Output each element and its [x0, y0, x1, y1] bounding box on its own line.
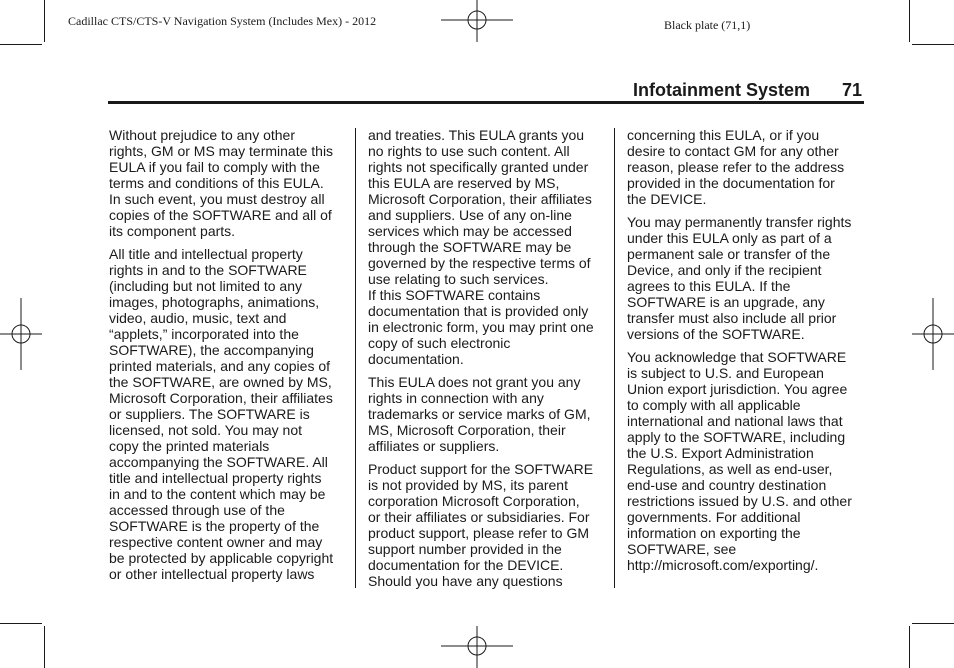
text-line: the SOFTWARE, are owned by MS, [109, 374, 332, 390]
text-line: Without prejudice to any other [109, 127, 295, 143]
crop-mark-top-right-v [909, 0, 910, 42]
text-line: accessed through use of the [109, 502, 285, 518]
text-line: in electronic form, you may print one [368, 319, 594, 335]
text-line: respective content owner and may [109, 534, 323, 550]
text-line: You may permanently transfer rights [627, 214, 852, 230]
plate-slug-number: Black plate (71,1) [664, 18, 751, 32]
text-line: restrictions issued by U.S. and other [627, 493, 852, 509]
text-line: versions of the SOFTWARE. [627, 326, 805, 342]
text-line: transfer must also include all prior [627, 310, 837, 326]
text-line: support number provided in the [368, 541, 562, 557]
text-line: desire to contact GM for any other [627, 143, 839, 159]
text-line: is not provided by MS, its parent [368, 477, 568, 493]
paragraph [627, 214, 865, 342]
running-header [108, 80, 864, 100]
text-line: SOFTWARE), the accompanying [109, 342, 314, 358]
text-line: its component parts. [109, 223, 236, 239]
text-line: Microsoft Corporation, their affiliates [109, 390, 333, 406]
text-line: and suppliers. Use of any on-line [368, 207, 572, 223]
text-line: Regulations, as well as end-user, [627, 461, 833, 477]
text-line: provided in the documentation for [627, 175, 835, 191]
paragraph [368, 461, 606, 589]
text-line: Should you have any questions [368, 573, 563, 589]
text-line: governments. For additional [627, 509, 801, 525]
text-line: governed by the respective terms of [368, 255, 591, 271]
text-line: and treaties. This EULA grants you [368, 127, 585, 143]
paragraph [368, 127, 606, 367]
text-line: reason, please refer to the address [627, 159, 845, 175]
plate-slug-title: Cadillac CTS/CTS-V Navigation System (Includes Mex) - 2012 [68, 14, 377, 28]
text-line: copy of such electronic [368, 335, 511, 351]
text-line: or other intellectual property laws [109, 566, 315, 582]
text-line: under this EULA only as part of a [627, 230, 832, 246]
text-line: SOFTWARE is the property of the [109, 518, 320, 534]
text-line: This EULA does not grant you any [368, 374, 581, 390]
column-divider-1 [355, 128, 356, 588]
text-line: In such event, you must destroy all [109, 191, 325, 207]
text-line: affiliates or suppliers. [368, 438, 500, 454]
text-line: images, photographs, animations, [109, 294, 320, 310]
text-line: EULA if you fail to comply with the [109, 159, 320, 175]
text-line: no rights to use such content. All [368, 143, 570, 159]
text-line: accompanying the SOFTWARE. All [109, 454, 328, 470]
text-line: copy the printed materials [109, 438, 270, 454]
text-line: information on exporting the [627, 525, 801, 541]
text-line: Device, and only if the recipient [627, 262, 822, 278]
text-line: MS, Microsoft Corporation, their [368, 422, 566, 438]
text-line: documentation. [368, 351, 464, 367]
text-line: end-use and country destination [627, 477, 827, 493]
text-line: is subject to U.S. and European [627, 365, 824, 381]
text-line: this EULA are reserved by MS, [368, 175, 560, 191]
section-title: Infotainment System [632, 80, 810, 100]
text-line: through the SOFTWARE may be [368, 239, 572, 255]
crop-mark-bottom-left-h [0, 623, 42, 624]
text-line: Product support for the SOFTWARE [368, 461, 594, 477]
text-line: permanent sale or transfer of the [627, 246, 831, 262]
text-line: rights in and to the SOFTWARE [109, 262, 307, 278]
page-number: 71 [841, 80, 862, 100]
text-line: trademarks or service marks of GM, [368, 406, 591, 422]
text-line: product support, please refer to GM [368, 525, 589, 541]
text-line: licensed, not sold. You may not [109, 422, 303, 438]
header-rule [108, 101, 864, 104]
crop-mark-top-left-v [44, 0, 45, 42]
text-line: corporation Microsoft Corporation, [368, 493, 580, 509]
registration-mark-right-icon [912, 298, 954, 370]
text-line: You acknowledge that SOFTWARE [627, 349, 847, 365]
text-line: the DEVICE. [627, 191, 707, 207]
paragraph [109, 127, 347, 239]
crop-mark-bottom-right-v [909, 626, 910, 668]
text-line: Microsoft Corporation, their affiliates [368, 191, 592, 207]
text-line: services which may be accessed [368, 223, 572, 239]
text-line: title and intellectual property rights [109, 470, 322, 486]
text-column-1 [109, 127, 347, 589]
text-column-3 [627, 127, 865, 580]
paragraph [627, 349, 865, 573]
text-line: or suppliers. The SOFTWARE is [109, 406, 310, 422]
text-line: rights in connection with any [368, 390, 544, 406]
text-line: documentation for the DEVICE. [368, 557, 564, 573]
text-line: concerning this EULA, or if you [627, 127, 820, 143]
crop-mark-top-left-h [0, 44, 42, 45]
paragraph [627, 127, 865, 207]
text-line: “applets,” incorporated into the [109, 326, 299, 342]
crop-mark-top-right-h [912, 44, 954, 45]
text-line: international and national laws that [627, 413, 843, 429]
text-line: terms and conditions of this EULA. [109, 175, 324, 191]
text-line: apply to the SOFTWARE, including [627, 429, 846, 445]
registration-mark-bottom-icon [441, 626, 513, 668]
text-line: SOFTWARE is an upgrade, any [627, 294, 825, 310]
crop-mark-bottom-right-h [912, 623, 954, 624]
text-line: rights, GM or MS may terminate this [109, 143, 334, 159]
paragraph [109, 246, 347, 582]
text-line: the U.S. Export Administration [627, 445, 814, 461]
registration-mark-top-icon [441, 0, 513, 42]
text-line: If this SOFTWARE contains [368, 287, 541, 303]
text-line: or their affiliates or subsidiaries. For [368, 509, 590, 525]
text-line: in and to the content which may be [109, 486, 326, 502]
text-line: (including but not limited to any [109, 278, 302, 294]
text-line: agrees to this EULA. If the [627, 278, 791, 294]
text-line: http://microsoft.com/exporting/. [627, 557, 819, 573]
column-divider-2 [614, 128, 615, 588]
text-line: documentation that is provided only [368, 303, 589, 319]
text-line: All title and intellectual property [109, 246, 303, 262]
text-line: video, audio, music, text and [109, 310, 287, 326]
crop-mark-bottom-left-v [44, 626, 45, 668]
text-line: rights not specifically granted under [368, 159, 589, 175]
text-line: to comply with all applicable [627, 397, 801, 413]
text-line: printed materials, and any copies of [109, 358, 331, 374]
text-column-2 [368, 127, 606, 596]
registration-mark-left-icon [0, 298, 42, 370]
text-line: SOFTWARE, see [627, 541, 737, 557]
text-line: Union export jurisdiction. You agree [627, 381, 848, 397]
text-line: be protected by applicable copyright [109, 550, 334, 566]
paragraph [368, 374, 606, 454]
text-line: use relating to such services. [368, 271, 549, 287]
text-line: copies of the SOFTWARE and all of [109, 207, 332, 223]
